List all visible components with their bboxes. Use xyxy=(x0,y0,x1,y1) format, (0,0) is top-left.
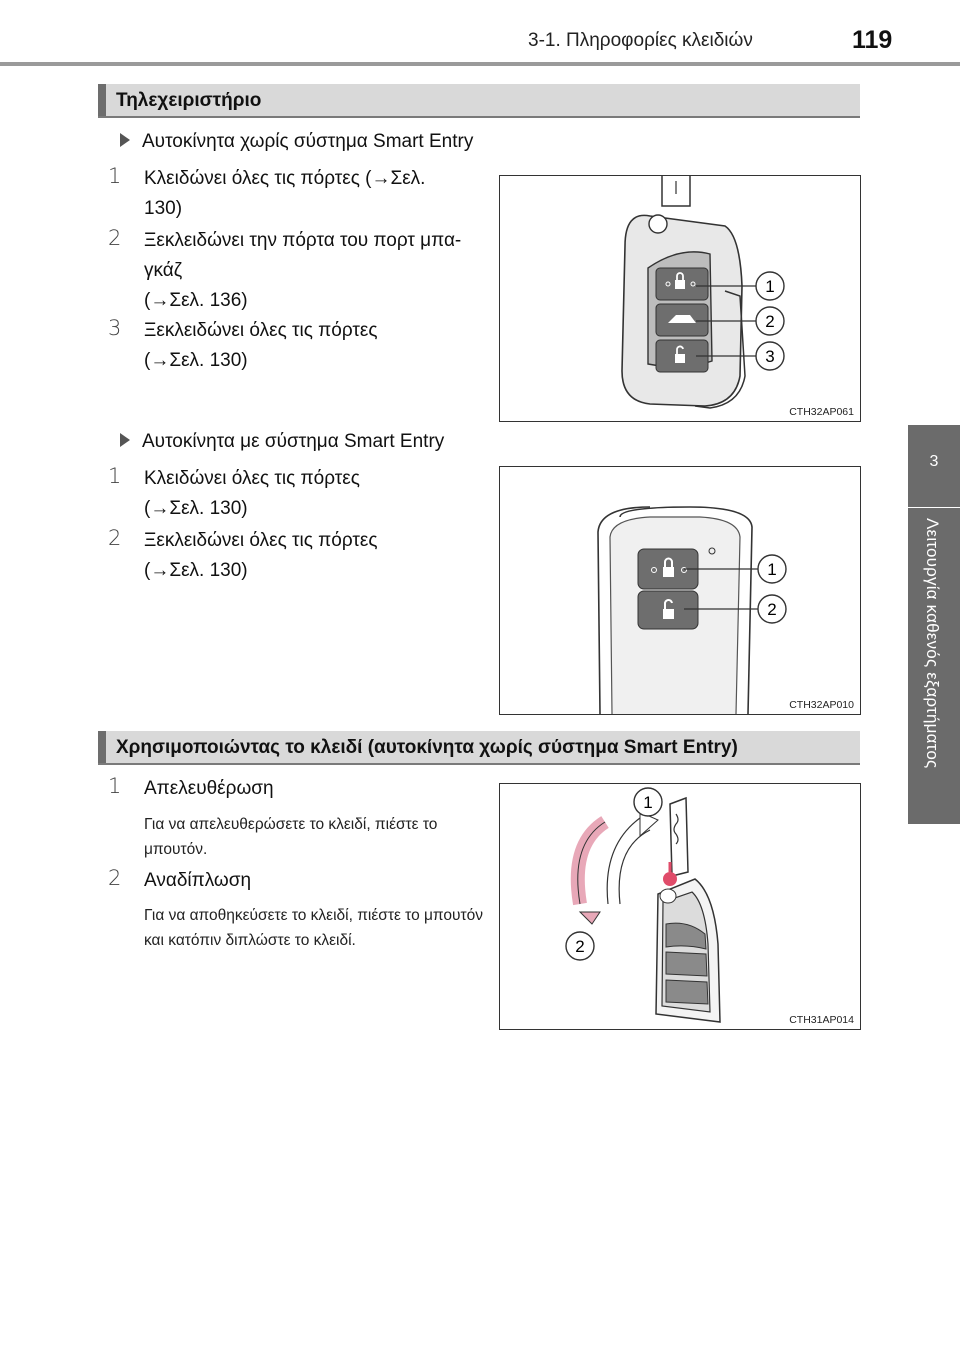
item-title: Απελευθέρωση xyxy=(144,778,274,799)
callout-1: 1 xyxy=(767,560,777,579)
item-number: 2 xyxy=(108,866,122,890)
figure-code: CTH32AP061 xyxy=(789,406,854,418)
list-item xyxy=(108,164,493,224)
callout-3: 3 xyxy=(765,347,775,366)
callout-1: 1 xyxy=(765,277,775,296)
figure-remote-flip-key xyxy=(499,175,861,422)
item-text: Κλειδώνει όλες τις πόρτες (→Σελ. 130) xyxy=(144,468,360,519)
item-number: 2 xyxy=(108,526,122,550)
callout-2: 2 xyxy=(765,312,775,331)
chapter-number: 3 xyxy=(929,453,939,470)
subsection-bullet xyxy=(120,431,444,453)
item-text: Ξεκλειδώνει όλες τις πόρτες (→Σελ. 130) xyxy=(144,530,378,581)
list-item xyxy=(108,226,493,316)
callout-2: 2 xyxy=(767,600,777,619)
item-text: Κλειδώνει όλες τις πόρτες (→Σελ. 130) xyxy=(144,168,426,219)
list-item xyxy=(108,464,493,524)
item-number: 3 xyxy=(108,316,122,340)
chapter-tab-title xyxy=(908,508,960,824)
callout-2: 2 xyxy=(575,937,585,956)
triangle-bullet-icon xyxy=(120,133,130,147)
bullet-text: Αυτοκίνητα χωρίς σύστημα Smart Entry xyxy=(142,131,474,152)
figure-code: CTH32AP010 xyxy=(789,699,854,711)
list-item xyxy=(108,526,493,586)
figure-code: CTH31AP014 xyxy=(789,1014,854,1026)
header-rule xyxy=(0,62,960,66)
item-number: 1 xyxy=(108,464,122,488)
item-number: 1 xyxy=(108,164,122,188)
callout-1: 1 xyxy=(643,793,653,812)
triangle-bullet-icon xyxy=(120,433,130,447)
item-number: 2 xyxy=(108,226,122,250)
item-number: 1 xyxy=(108,774,122,798)
section-title-remote xyxy=(98,84,860,118)
list-item xyxy=(108,316,493,376)
smart-key-illustration xyxy=(500,467,860,714)
bullet-text: Αυτοκίνητα με σύστημα Smart Entry xyxy=(142,431,445,452)
figure-key-release-fold xyxy=(499,783,861,1030)
chapter-tab-number xyxy=(908,425,960,507)
item-text: Ξεκλειδώνει την πόρτα του πορτ μπα- γκάζ (→Σελ. 136) xyxy=(144,230,462,311)
list-item xyxy=(108,774,493,804)
chapter-title: Λειτουργία καθενός εξαρτήματος xyxy=(923,518,942,769)
flip-key-remote-illustration xyxy=(500,176,860,421)
item-description: Για να αποθηκεύσετε το κλειδί, πιέστε το μπουτόν και κατόπιν διπλώστε το κλειδί. xyxy=(144,907,483,949)
item-title: Αναδίπλωση xyxy=(144,870,252,891)
figure-smart-key xyxy=(499,466,861,715)
list-item xyxy=(108,866,493,896)
running-header-section: 3-1. Πληροφορίες κλειδιών xyxy=(528,30,753,51)
section-title-text: Χρησιμοποιώντας το κλειδί (αυτοκίνητα χωρίς σύστημα Smart Entry) xyxy=(116,737,738,758)
item-description: Για να απελευθερώσετε το κλειδί, πιέστε το μπουτόν. xyxy=(144,816,438,858)
section-title-text: Τηλεχειριστήριο xyxy=(116,90,262,111)
page-number: 119 xyxy=(852,26,893,54)
subsection-bullet xyxy=(120,131,473,153)
section-title-using-key xyxy=(98,731,860,765)
item-text: Ξεκλειδώνει όλες τις πόρτες (→Σελ. 130) xyxy=(144,320,378,371)
key-release-fold-illustration xyxy=(500,784,860,1029)
